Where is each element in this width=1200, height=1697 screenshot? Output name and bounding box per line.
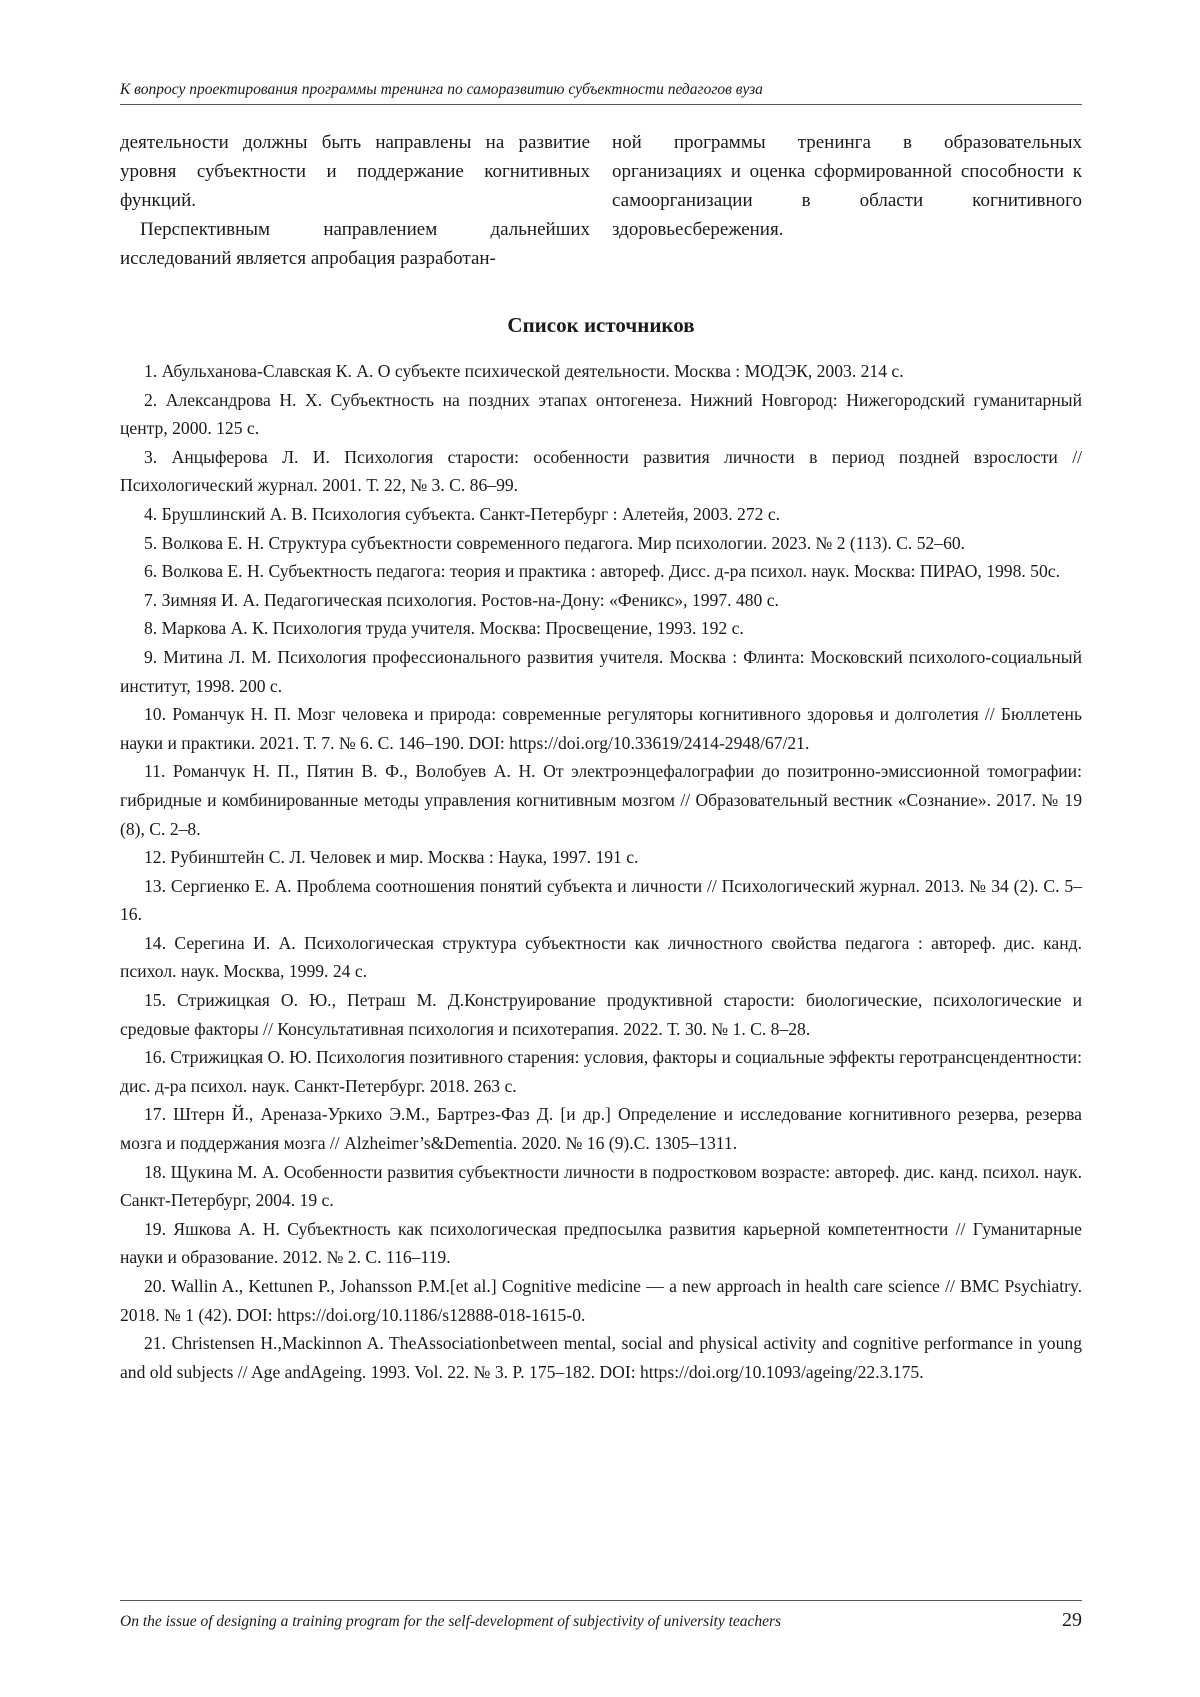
reference-item: 15. Стрижицкая О. Ю., Петраш М. Д.Конструирование продуктивной старости: биологические, психологические и средовые факторы // Консультативная психология и психотерапия. 2022. Т. 30. № 1. С. 8–28. [120, 990, 1082, 1039]
reference-item: 4. Брушлинский А. В. Психология субъекта. Санкт-Петербург : Алетейя, 2003. 272 с. [144, 503, 781, 524]
body-paragraph: ной программы тренинга в образовательных организациях и оценка сформированной способности к самоорганизации в области когнитивного здоровьесбережения. [612, 132, 1082, 240]
reference-list [120, 357, 1082, 1386]
footer-rule [120, 1600, 1082, 1601]
page-number: 29 [1062, 1609, 1082, 1631]
reference-item: 6. Волкова Е. Н. Субъектность педагога: теория и практика : автореф. Дисс. д-ра психол. наук. Москва: ПИРАО, 1998. 50с. [144, 561, 1060, 582]
body-paragraph: деятельности должны быть направлены на развитие уровня субъектности и поддержание когнитивных функций. [120, 132, 590, 211]
sources-title: Список источников [507, 313, 695, 337]
reference-item: 5. Волкова Е. Н. Структура субъектности современного педагога. Мир психологии. 2023. № 2 (113). С. 52–60. [144, 532, 966, 553]
reference-item: 19. Яшкова А. Н. Субъектность как психологическая предпосылка развития карьерной компетентности // Гуманитарные науки и образование. 2012. № 2. С. 116–119. [120, 1218, 1082, 1268]
reference-item: 12. Рубинштейн С. Л. Человек и мир. Москва : Наука, 1997. 191 с. [144, 847, 639, 868]
reference-item: 14. Серегина И. А. Психологическая структура субъектности как личностного свойства педагога : автореф. дис. канд. психол. наук. Москва, 1999. 24 с. [120, 932, 1082, 982]
reference-item: 9. Митина Л. М. Психология профессионального развития учителя. Москва : Флинта: Московский психолого-социальный институт, 1998. 200 с. [120, 646, 1082, 696]
reference-item: 16. Стрижицкая О. Ю. Психология позитивного старения: условия, факторы и социальные эффекты геротрансцендентности: дис. д-ра психол. наук. Санкт-Петербург. 2018. 263 с. [120, 1047, 1082, 1096]
reference-item: 17. Штерн Й., Ареназа-Уркихо Э.М., Бартрез-Фаз Д. [и др.] Определение и исследование когнитивного резерва, резерва мозга и поддержания мозга // Alzheimer’s&Dementia. 2020. № 16 (9).С. 1305–1311. [120, 1104, 1082, 1154]
running-footer: On the issue of designing a training program for the self-development of subjectivity of university teachers [120, 1613, 782, 1630]
body-paragraph: Перспективным направлением дальнейших исследований является апробация разработан- [120, 219, 590, 269]
running-header: К вопросу проектирования программы тренинга по саморазвитию субъектности педагогов вуза [120, 81, 763, 98]
reference-item: 3. Анцыферова Л. И. Психология старости: особенности развития личности в период поздней взрослости // Психологический журнал. 2001. Т. 22, № 3. С. 86–99. [120, 446, 1082, 496]
reference-item: 1. Абульханова-Славская К. А. О субъекте психической деятельности. Москва : МОДЭК, 2003. 214 с. [144, 361, 904, 381]
right-column [612, 128, 1082, 244]
reference-item: 20. Wallin A., Kettunen P., Johansson P.M.[et al.] Cognitive medicine — a new approach in health care science // BMC Psychiatry. 2018. № 1 (42). DOI: https://doi.org/10.1186/s12888-018-1615-0. [120, 1276, 1082, 1325]
reference-item: 11. Романчук Н. П., Пятин В. Ф., Волобуев А. Н. От электроэнцефалографии до позитронно-эмиссионной томографии: гибридные и комбинированные методы управления когнитивным мозгом // Образовательный вестник «Сознание». 2017. № 19 (8), С. 2–8. [120, 761, 1082, 839]
reference-item: 7. Зимняя И. А. Педагогическая психология. Ростов-на-Дону: «Феникс», 1997. 480 с. [144, 589, 779, 610]
header-rule [120, 104, 1082, 105]
reference-item: 8. Маркова А. К. Психология труда учителя. Москва: Просвещение, 1993. 192 с. [144, 618, 744, 639]
left-column [120, 128, 590, 273]
reference-item: 10. Романчук Н. П. Мозг человека и природа: современные регуляторы когнитивного здоровья и долголетия // Бюллетень науки и практики. 2021. Т. 7. № 6. С. 146–190. DOI: https://doi.org/10.33619/2414-2948/67/21. [120, 704, 1082, 753]
reference-item: 2. Александрова Н. Х. Субъектность на поздних этапах онтогенеза. Нижний Новгород: Нижегородский гуманитарный центр, 2000. 125 с. [120, 389, 1082, 439]
reference-item: 21. Christensen H.,Mackinnon A. TheAssociationbetween mental, social and physical activity and cognitive performance in young and old subjects // Age andAgeing. 1993. Vol. 22. № 3. P. 175–182. DOI: https://doi.org/10.1093/ageing/22.3.175. [120, 1333, 1082, 1382]
reference-item: 13. Сергиенко Е. А. Проблема соотношения понятий субъекта и личности // Психологический журнал. 2013. № 34 (2). С. 5–16. [120, 875, 1082, 925]
reference-item: 18. Щукина М. А. Особенности развития субъектности личности в подростковом возрасте: автореф. дис. канд. психол. наук. Санкт-Петербург, 2004. 19 с. [120, 1161, 1082, 1211]
